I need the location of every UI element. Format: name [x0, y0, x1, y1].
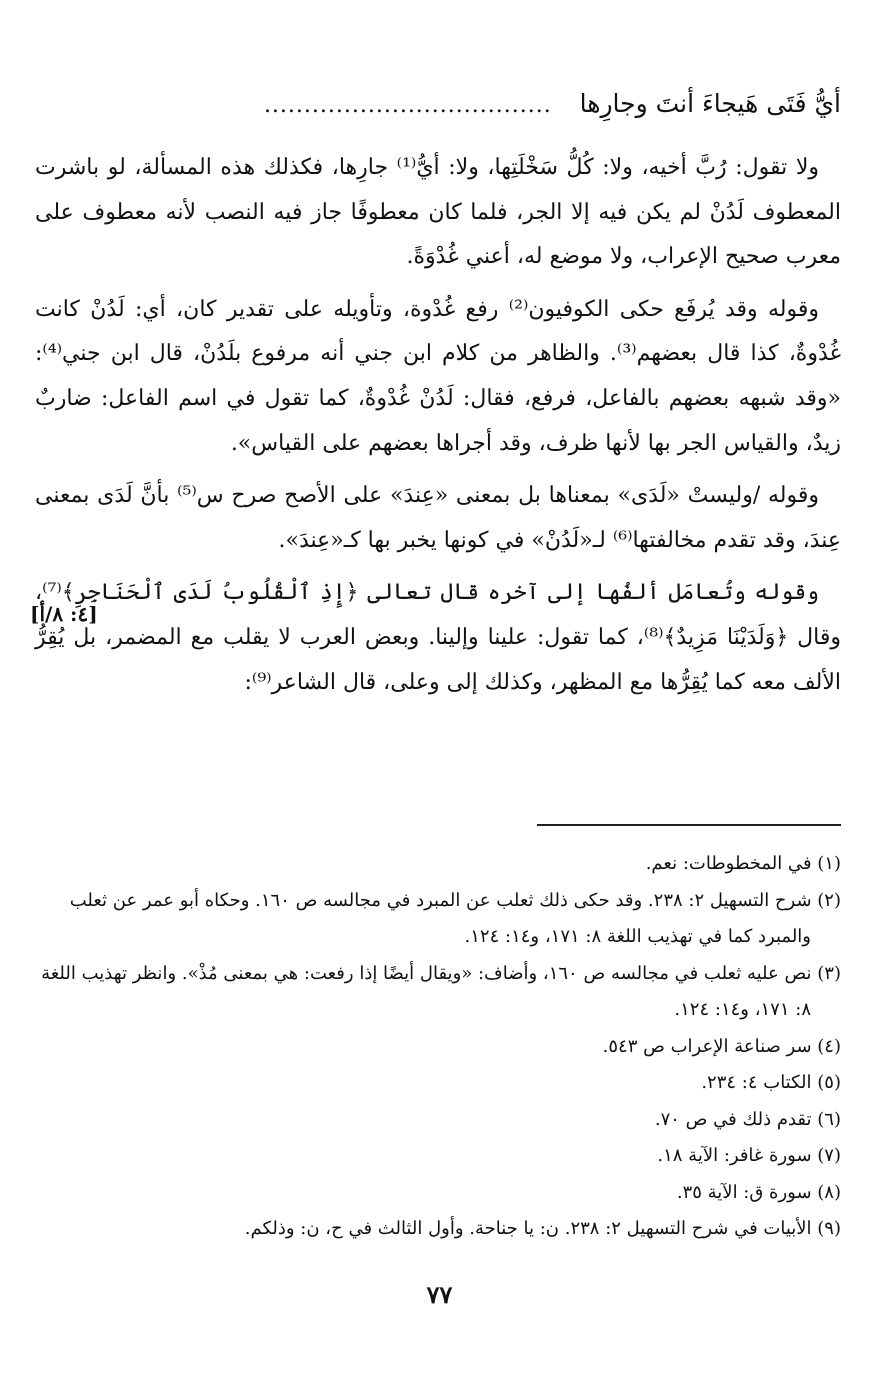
paragraph-1: ولا تقول: رُبَّ أخيه، ولا: كُلُّ سَخْلَتِها، ولا: أيُّ⁽¹⁾ جارِها، فكذلك هذه المسألة، لو باشرت المعطوف لَدُنْ لم يكن فيه إلا الجر، فلما كان معطوفًا جاز فيه النصب لأنه معطوف على معرب صحيح الإعراب، ولا موضع له، أعني غُدْوَةً.	[35, 155, 841, 270]
footnote-separator	[537, 824, 841, 826]
footnote-1: (١) في المخطوطات: نعم.	[645, 853, 841, 874]
footnote-6: (٦) تقدم ذلك في ص ٧٠.	[654, 1108, 841, 1130]
paragraph-3: وقوله /وليستْ «لَدَى» بمعناها بل بمعنى «عِندَ» على الأصح صرح س⁽⁵⁾ بأنَّ لَدَى بمعنى عِندَ، وقد تقدم مخالفتها⁽⁶⁾ لـ«لَدُنْ» في كونها يخبر بها كـ«عِندَ».	[35, 483, 841, 553]
footnote-4: (٤) سر صناعة الإعراب ص ٥٤٣.	[602, 1035, 841, 1057]
footnotes	[35, 846, 841, 1248]
footnote-2: (٢) شرح التسهيل ٢: ٢٣٨. وقد حكى ذلك ثعلب عن المبرد في مجالسه ص ١٦٠. وحكاه أبو عمر عن ثعلب والمبرد كما في تهذيب اللغة ٨: ١٧١، و١٤: ١٢٤.	[69, 889, 841, 947]
verse-dots: ....................................	[263, 93, 552, 118]
footnote-8: (٨) سورة ق: الآية ٣٥.	[676, 1181, 841, 1203]
main-text	[35, 146, 841, 713]
poetry-verse-line	[141, 82, 841, 126]
manuscript-folio-reference: [٤: ٨/أ]	[30, 602, 98, 626]
paragraph-2: وقوله وقد يُرفَع حكى الكوفيون⁽²⁾ رفع غُدْوة، وتأويله على تقدير كان، أي: لَدُنْ كانت غُدْوةٌ، كذا قال بعضهم⁽³⁾. والظاهر من كلام ابن جني أنه مرفوع بلَدُنْ، قال ابن جني⁽⁴⁾: «وقد شبهه بعضهم بالفاعل، فرفع، فقال: لَدُنْ غُدْوةٌ، كما تقول في اسم الفاعل: ضاربٌ زيدٌ، والقياس الجر بها لأنها ظرف، وقد أجراها بعضهم على القياس».	[35, 296, 842, 456]
page-number: ٧٧	[426, 1280, 453, 1309]
footnote-7: (٧) سورة غافر: الآية ١٨.	[657, 1145, 841, 1166]
verse-text: أيُّ فَتَى هَيجاءَ أنتَ وجارِها	[579, 89, 841, 118]
footnote-3: (٣) نص عليه ثعلب في مجالسه ص ١٦٠، وأضاف: «ويقال أيضًا إذا رفعت: هي بمعنى مُذْ». وانظر تهذيب اللغة ٨: ١٧١، و١٤: ١٢٤.	[41, 962, 841, 1020]
footnote-9: (٩) الأبيات في شرح التسهيل ٢: ٢٣٨. ن: يا جناحة. وأول الثالث في ح، ن: وذلكم.	[244, 1218, 841, 1239]
footnote-5: (٥) الكتاب ٤: ٢٣٤.	[701, 1072, 841, 1093]
paragraph-4: وقوله وتُعامَل ألفُها إلى آخره قال تعالى ﴿إِذِ ٱلْقُلُوبُ لَدَى ٱلْحَنَاجِرِ﴾⁽⁷⁾، وقال ﴿وَلَدَيْنَا مَزِيدٌ﴾⁽⁸⁾، كما تقول: علينا وإلينا. وبعض العرب لا يقلب مع المضمر، بل يُقِرُّ الألف معه كما يُقِرُّها مع المظهر، وكذلك إلى وعلى، قال الشاعر⁽⁹⁾:	[35, 580, 841, 695]
